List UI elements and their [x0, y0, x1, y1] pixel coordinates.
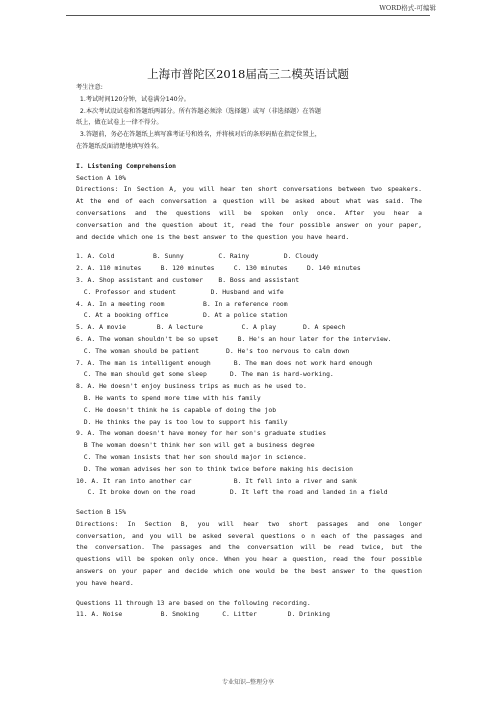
question-line: 11. A. Noise B. Smoking C. Litter D. Drinking [76, 610, 330, 619]
page-footer: 专业知识--整理分享 [221, 679, 275, 686]
question-line: 1. A. Cold B. Sunny C. Rainy D. Cloudy [76, 252, 319, 261]
page-header: WORD格式-可编辑 [379, 4, 436, 12]
directions-line: Directions: In Section A, you will hear ten short conversations between two speakers. [76, 185, 422, 194]
question-line: C. It broke down on the road D. It left the road and landed in a field [76, 488, 388, 497]
directions-b-line: conversation, and you will be asked several questions o n each of the passages and [76, 531, 422, 540]
directions-b-line: the conversation. The passages and the conversation will be read twice, but the [76, 543, 422, 552]
question-line: 5. A. A movie B. A lecture C. A play D. A speech [76, 323, 346, 332]
directions-line: conversations and the questions will be spoken only once. After you hear a [76, 208, 422, 217]
question-line: C. At a booking office D. At a police station [76, 311, 288, 320]
document-body [76, 82, 422, 621]
section-heading: I. Listening Comprehension [76, 161, 177, 170]
notes-line: 在答题纸反面清楚地填写姓名。 [76, 142, 163, 150]
directions-b-line: questions will be spoken only once. When you hear a question, read the four possible [76, 555, 422, 564]
directions-b-line: you have heard. [76, 578, 134, 587]
question-line: 4. A. In a meeting room B. In a reference room [76, 299, 288, 308]
question-line: 7. A. The man is intelligent enough B. The man does not work hard enough [76, 358, 373, 367]
question-line: 9. A. The woman doesn't have money for her son's graduate studies [76, 429, 327, 438]
notes-line: 3.答题前，务必在答题纸上填写准考证号和姓名，并将核对后的条形码贴在指定位置上， [76, 131, 321, 139]
question-line: C. The man should get some sleep D. The man is hard-working. [76, 370, 334, 379]
question-line: C. The woman should be patient D. He's too nervous to calm down [76, 346, 350, 355]
question-line: C. The woman insists that her son should major in science. [76, 452, 307, 461]
question-line: 6. A. The woman shouldn't be so upset B. He's an hour later for the interview. [76, 334, 392, 343]
question-line: B The woman doesn't think her son will get a business degree [76, 441, 315, 450]
subsection-a-label: Section A 10% [76, 173, 127, 182]
question-line: 2. A. 110 minutes B. 120 minutes C. 130 minutes D. 140 minutes [76, 264, 361, 273]
notes-line: 纸上，做在试卷上一律不得分。 [76, 119, 163, 127]
notes-line: 1.考试时间120分钟，试卷满分140分。 [76, 95, 190, 103]
question-line: 10. A. It ran into another car B. It fell into a river and sank [76, 476, 357, 485]
notes-line: 2.本次考试设试卷和答题纸两部分。所有答题必须涂（选择题）或写（非选择题）在答题 [76, 107, 321, 115]
subsection-b-label: Section B 15% [76, 508, 127, 517]
directions-line: conversation and the question about it, read the four possible answer on your paper, [76, 220, 422, 229]
question-line: 8. A. He doesn't enjoy business trips as much as he used to. [76, 382, 307, 391]
document-title: 上海市普陀区2018届高三二模英语试题 [147, 67, 349, 81]
header-divider [66, 15, 430, 16]
question-line: C. He doesn't think he is capable of doing the job [76, 405, 277, 414]
directions-line: and decide which one is the best answer to the question you have heard. [76, 232, 350, 241]
notes-label: 考生注意: [76, 84, 103, 91]
directions-line: At the end of each conversation a question will be asked about what was said. The [76, 197, 422, 206]
question-line: D. The woman advises her son to think twice before making his decision [76, 464, 354, 473]
questions-intro: Questions 11 through 13 are based on the following recording. [76, 598, 311, 607]
question-line: D. He thinks the pay is too low to support his family [76, 417, 288, 426]
question-line: B. He wants to spend more time with his family [76, 393, 261, 402]
directions-b-line: answers on your paper and decide which one would be the best answer to the question [76, 567, 422, 576]
directions-b-line: Directions: In Section B, you will hear two short passages and one longer [76, 519, 422, 528]
question-line: 3. A. Shop assistant and customer B. Boss and assistant [76, 275, 300, 284]
question-line: C. Professor and student D. Husband and wife [76, 287, 284, 296]
